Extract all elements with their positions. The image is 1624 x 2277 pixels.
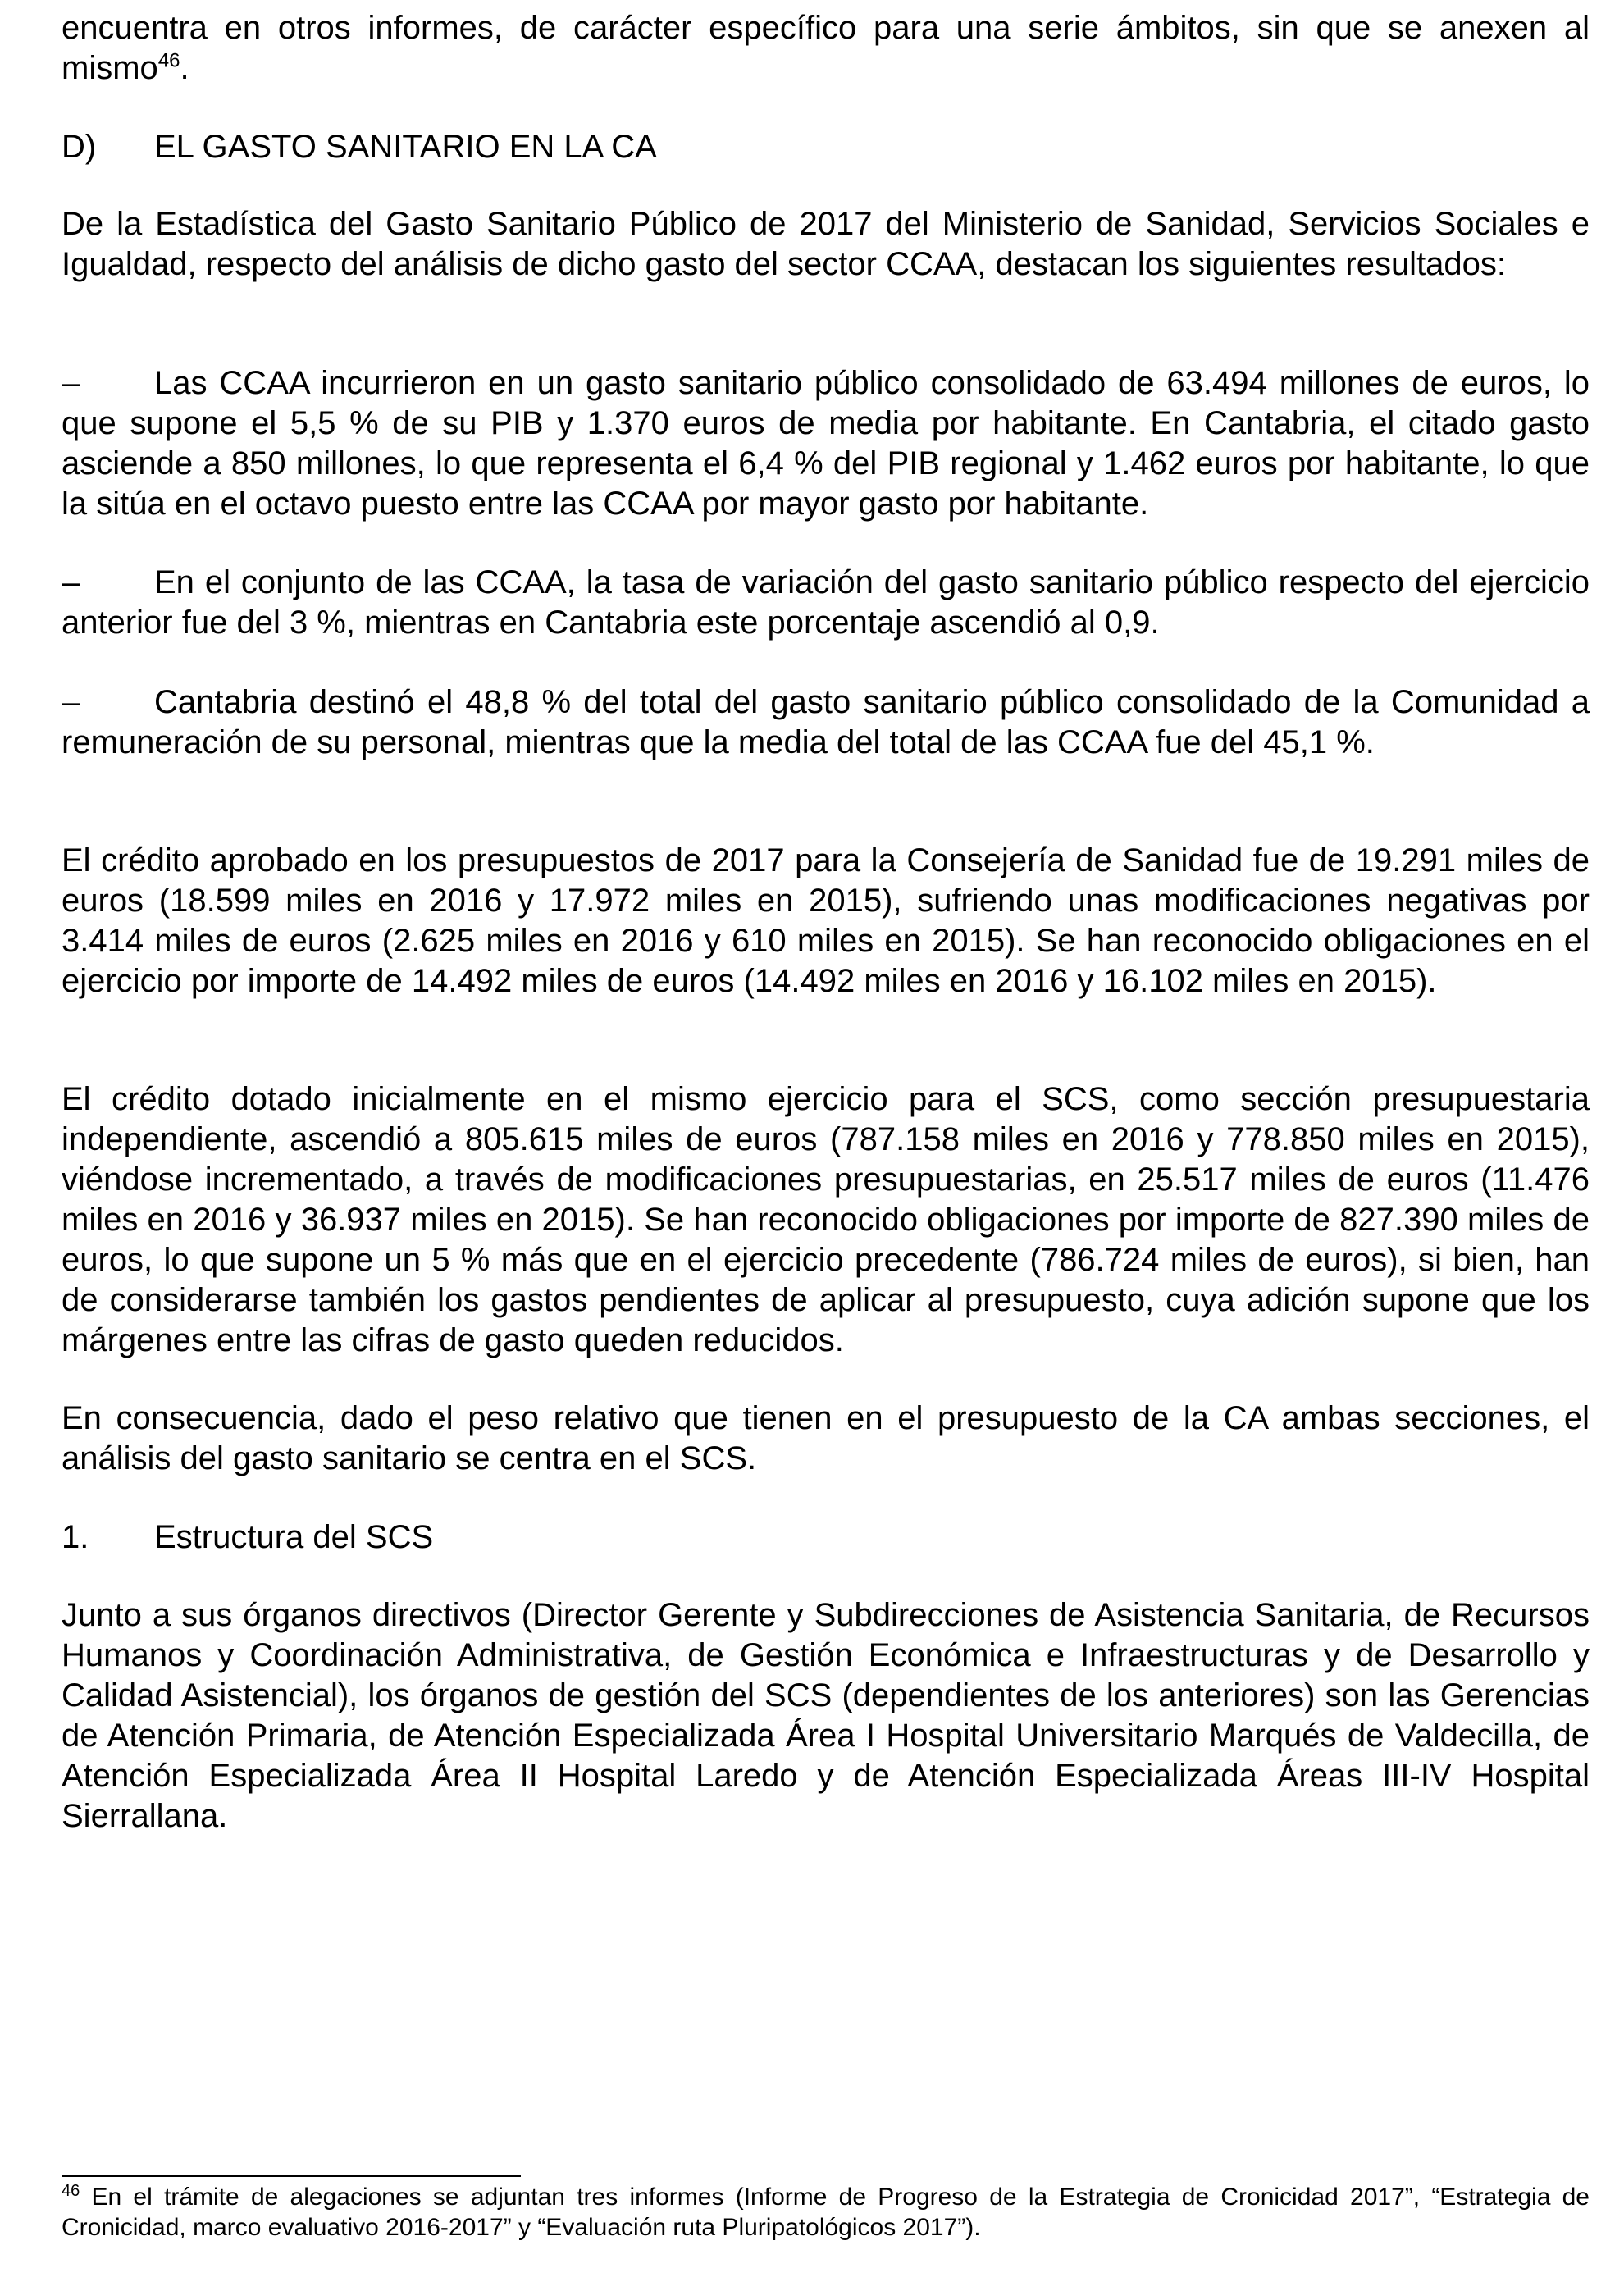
dash-marker: – <box>62 365 80 401</box>
section-d-heading <box>62 127 1590 167</box>
footnote-reference[interactable]: 46 <box>157 49 180 72</box>
dash-marker: – <box>62 684 80 720</box>
estructura-paragraph: Junto a sus órganos directivos (Director Gerente y Subdirecciones de Asistencia Sanitaria, de Recursos Humanos y Coordinación Administrativa, de Gestión Económica e Infraestructuras y de Desarrollo y Calidad Asistencial), los órganos de gestión del SCS (dependientes de los anteriores) son las Gerencias de Atención Primaria, de Atención Especializada Área I Hospital Universitario Marqués de Valdecilla, de Atención Especializada Área II Hospital Laredo y de Atención Especializada Áreas III-IV Hospital Sierrallana. <box>62 1597 1590 1834</box>
footnote-number: 46 <box>62 2182 80 2200</box>
footnote <box>62 2182 1590 2243</box>
section-1-marker: 1. <box>62 1519 89 1555</box>
bullet-item <box>62 682 1590 763</box>
bullet-item <box>62 363 1590 524</box>
bullet-text: En el conjunto de las CCAA, la tasa de variación del gasto sanitario público respecto del ejercicio anterior fue del 3 %, mientras en Cantabria este porcentaje ascendió al 0,9. <box>62 564 1590 641</box>
section-1-heading <box>62 1517 1590 1558</box>
consecuencia-paragraph: En consecuencia, dado el peso relativo que tienen en el presupuesto de la CA ambas secciones, el análisis del gasto sanitario se centra en el SCS. <box>62 1400 1590 1476</box>
bullet-text: Las CCAA incurrieron en un gasto sanitario público consolidado de 63.494 millones de euros, lo que supone el 5,5 % de su PIB y 1.370 euros de media por habitante. En Cantabria, el citado gasto asciende a 850 millones, lo que representa el 6,4 % del PIB regional y 1.462 euros por habitante, lo que la sitúa en el octavo puesto entre las CCAA por mayor gasto por habitante. <box>62 365 1590 522</box>
section-1-title: Estructura del SCS <box>154 1519 434 1555</box>
footnote-text: En el trámite de alegaciones se adjuntan tres informes (Informe de Progreso de la Estrategia de Cronicidad 2017”, “Estrategia de Cronicidad, marco evaluativo 2016-2017” y “Evaluación ruta Pluripatológicos 2017”). <box>62 2183 1590 2241</box>
dash-marker: – <box>62 564 80 600</box>
credito-consejeria-paragraph: El crédito aprobado en los presupuestos de 2017 para la Consejería de Sanidad fue de 19.291 miles de euros (18.599 miles en 2016 y 17.972 miles en 2015), sufriendo unas modificaciones negativas por 3.414 miles de euros (2.625 miles en 2016 y 610 miles en 2015). Se han reconocido obligaciones en el ejercicio por importe de 14.492 miles de euros (14.492 miles en 2016 y 16.102 miles en 2015). <box>62 842 1590 999</box>
section-d-marker: D) <box>62 129 97 165</box>
footnote-separator <box>62 2175 521 2177</box>
section-d-title: EL GASTO SANITARIO EN LA CA <box>154 129 657 165</box>
credito-scs-paragraph: El crédito dotado inicialmente en el mismo ejercicio para el SCS, como sección presupuestaria independiente, ascendió a 805.615 miles de euros (787.158 miles en 2016 y 778.850 miles en 2015), viéndose incrementado, a través de modificaciones presupuestarias, en 25.517 miles de euros (11.476 miles en 2016 y 36.937 miles en 2015). Se han reconocido obligaciones por importe de 827.390 miles de euros, lo que supone un 5 % más que en el ejercicio precedente (786.724 miles de euros), si bien, han de considerarse también los gastos pendientes de aplicar al presupuesto, cuya adición supone que los márgenes entre las cifras de gasto queden reducidos. <box>62 1081 1590 1358</box>
bullet-text: Cantabria destinó el 48,8 % del total del gasto sanitario público consolidado de la Comunidad a remuneración de su personal, mientras que la media del total de las CCAA fue del 45,1 %. <box>62 684 1590 760</box>
bullet-item <box>62 563 1590 643</box>
intro-end: . <box>180 50 189 86</box>
estadistica-paragraph: De la Estadística del Gasto Sanitario Público de 2017 del Ministerio de Sanidad, Servicios Sociales e Igualdad, respecto del análisis de dicho gasto del sector CCAA, destacan los siguientes resultados: <box>62 206 1590 282</box>
intro-text: encuentra en otros informes, de carácter específico para una serie ámbitos, sin que se anexen al mismo <box>62 10 1590 86</box>
intro-paragraph <box>62 8 1590 89</box>
